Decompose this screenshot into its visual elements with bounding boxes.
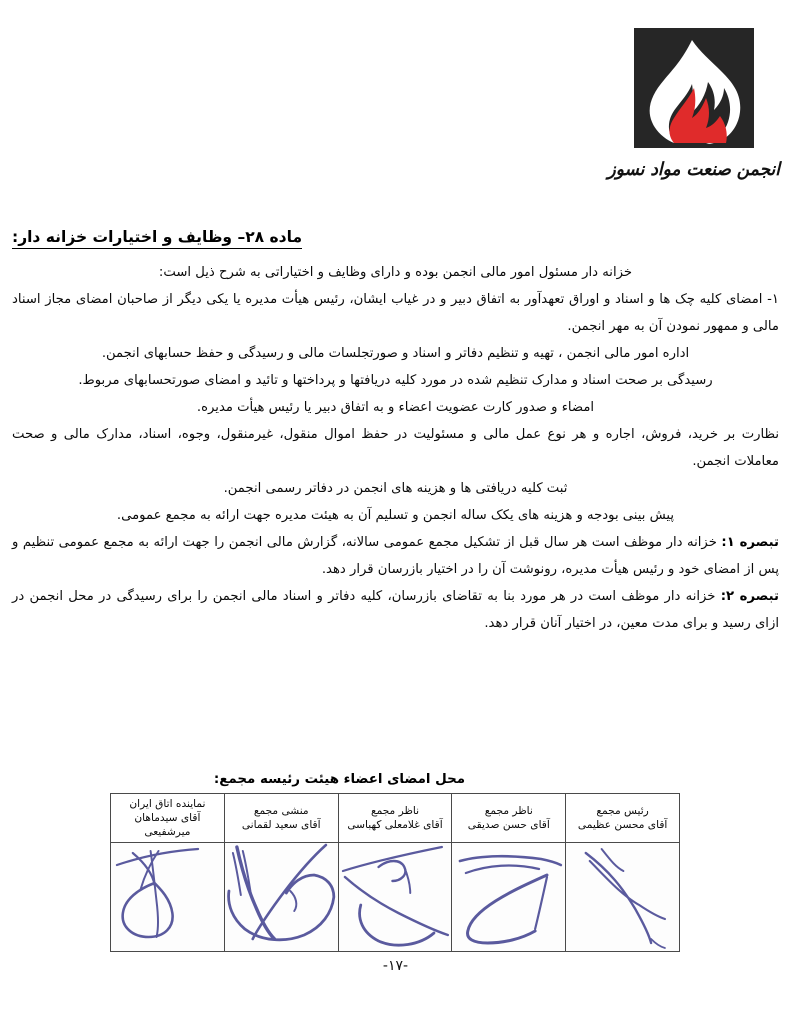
paragraph-item-2: اداره امور مالی انجمن ، تهیه و تنظیم دفاتر و اسناد و صورتجلسات مالی و رسیدگی و حفظ حسابهای انجمن. <box>101 346 690 361</box>
handwritten-signature-icon-1 <box>452 843 565 951</box>
signature-role-2: ناظر مجمع <box>370 805 420 817</box>
document-body <box>12 228 779 637</box>
handwritten-signature-icon-3 <box>225 843 338 951</box>
signature-role-3: منشی مجمع <box>253 805 309 817</box>
signature-role-1: ناظر مجمع <box>484 805 533 817</box>
paragraph-item-6: ثبت کلیه دریافتی ها و هزینه های انجمن در دفاتر رسمی انجمن. <box>223 481 568 496</box>
note-2 <box>12 583 779 637</box>
association-logo <box>608 26 780 180</box>
signature-cell-1[interactable] <box>452 843 566 952</box>
signature-person-4: آقای سیدماهان میرشفیعی <box>134 812 201 838</box>
signature-person-1: آقای حسن صدیقی <box>467 819 550 831</box>
handwritten-signature-icon-0 <box>566 843 679 951</box>
paragraph-item-5: نظارت بر خرید، فروش، اجاره و هر نوع عمل مالی و مسئولیت در حفظ اموال منقول، غیرمنقول، وجوه، اسناد، مدارک مالی و صحت معاملات انجمن. <box>12 427 779 469</box>
note-1 <box>12 529 779 583</box>
signature-person-2: آقای غلامعلی کهباسی <box>347 819 443 831</box>
note-1-label: تبصره ۱: <box>721 535 779 550</box>
flame-icon <box>630 26 758 156</box>
section-title-text: ماده ۲۸– وظایف و اختیارات خزانه دار: <box>12 228 302 249</box>
signature-cell-2[interactable] <box>338 843 452 952</box>
signature-cell-0[interactable] <box>566 843 680 952</box>
paragraph-intro: خزانه دار مسئول امور مالی انجمن بوده و دارای وظایف و اختیاراتی به شرح ذیل است: <box>158 265 633 280</box>
signature-header-cell-2 <box>338 794 452 843</box>
note-2-text: خزانه دار موظف است در هر مورد بنا به تقاضای بازرسان، کلیه دفاتر و اسناد مالی انجمن را برای رسیدگی در محل انجمن در ازای رسید و برای مدت معین، در اختیار آنان قرار دهد. <box>12 589 779 631</box>
signature-header-cell-0 <box>566 794 680 843</box>
signature-role-4: نماینده اتاق ایران <box>129 798 206 810</box>
note-2-label: تبصره ۲: <box>720 589 779 604</box>
signature-header-cell-3 <box>224 794 338 843</box>
page-number: -۱۷- <box>382 958 409 974</box>
paragraph-item-3: رسیدگی بر صحت اسناد و مدارک تنظیم شده در مورد کلیه دریافتها و پرداختها و تائید و امضای صورتحسابهای مربوط. <box>78 373 713 388</box>
paragraph-item-1: ۱- امضای کلیه چک ها و اسناد و اوراق تعهدآور به اتفاق دبیر و در غیاب ایشان، رئیس هیأت مدیره یا یکی دیگر از صاحبان امضای مجاز اسناد مالی و ممهور نمودن آن به مهر انجمن. <box>12 292 779 334</box>
table-row-headers <box>111 794 680 843</box>
page-title <box>12 228 779 250</box>
note-1-text: خزانه دار موظف است هر سال قبل از تشکیل مجمع عمومی سالانه، گزارش مالی انجمن را جهت ارائه به مجمع عمومی تنظیم و پس از امضای خود و رئیس هیأت مدیره، رونوشت آن را در اختیار بازرسان قرار دهد. <box>12 535 779 577</box>
paragraph-item-4: امضاء و صدور کارت عضویت اعضاء و به اتفاق دبیر یا رئیس هیأت مدیره. <box>196 400 595 415</box>
signature-role-0: رئیس مجمع <box>596 805 649 817</box>
paragraph-item-7: پیش بینی بودجه و هزینه های یکک ساله انجمن و تسلیم آن به هیئت مدیره جهت ارائه به مجمع عمومی. <box>116 508 675 523</box>
signature-cell-3[interactable] <box>224 843 338 952</box>
signature-table <box>110 793 680 952</box>
logo-caption: انجمن صنعت مواد نسوز <box>607 159 780 181</box>
handwritten-signature-icon-4 <box>111 843 224 951</box>
signature-heading-text: محل امضای اعضاء هیئت رئیسه مجمع: <box>213 772 466 787</box>
table-row-signatures <box>111 843 680 952</box>
signature-header-cell-4 <box>111 794 225 843</box>
signature-person-0: آقای محسن عظیمی <box>577 819 668 831</box>
signature-header-cell-1 <box>452 794 566 843</box>
signature-person-3: آقای سعید لقمانی <box>241 819 321 831</box>
signature-section-heading <box>0 772 791 787</box>
signature-cell-4[interactable] <box>111 843 225 952</box>
handwritten-signature-icon-2 <box>339 843 452 951</box>
